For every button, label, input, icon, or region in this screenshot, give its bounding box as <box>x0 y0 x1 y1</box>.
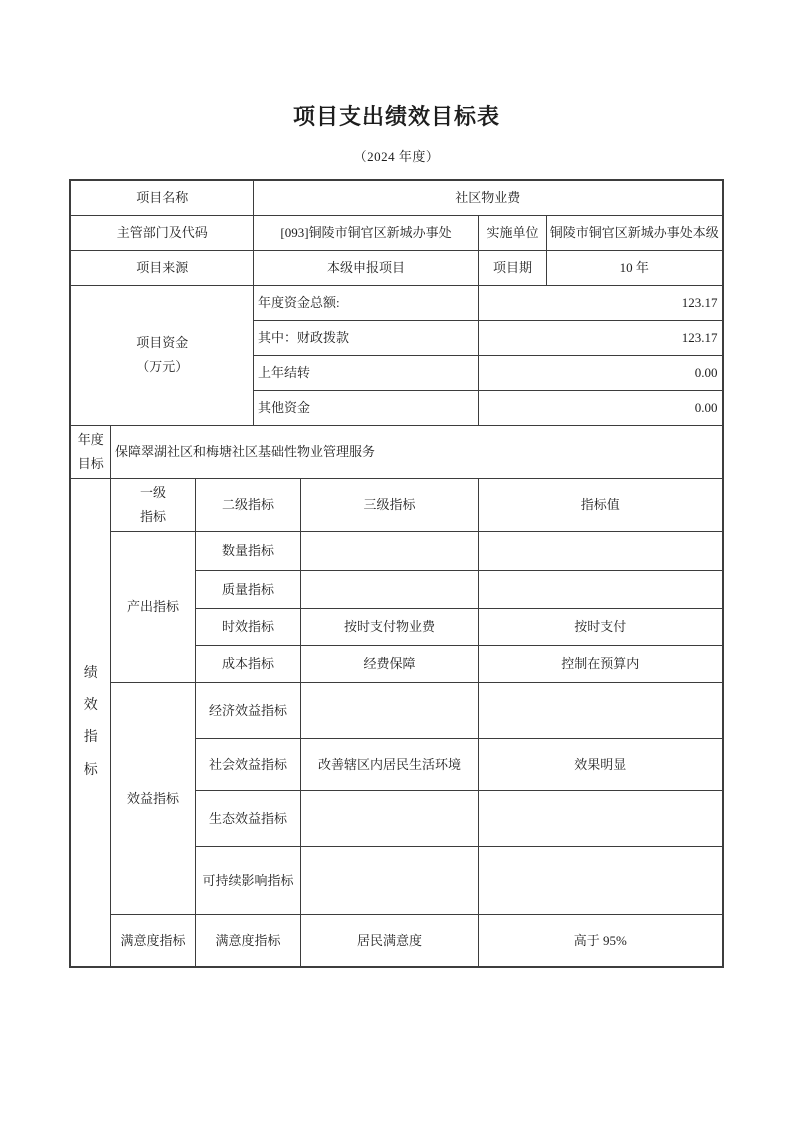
indicator-quantity-l3 <box>301 531 479 570</box>
indicator-ecological-value <box>479 790 723 846</box>
indicator-cost-l3: 经费保障 <box>301 645 479 682</box>
row-annual-goal <box>70 425 722 478</box>
indicator-social-label: 社会效益指标 <box>195 738 300 790</box>
project-source-value: 本级申报项目 <box>254 250 479 285</box>
annual-goal-label-line1: 年度 <box>77 431 104 447</box>
indicator-timeliness-label: 时效指标 <box>195 608 300 645</box>
funds-total-value: 123.17 <box>479 285 723 320</box>
impl-unit-label: 实施单位 <box>479 215 547 250</box>
header-level1-line2: 指标 <box>139 508 166 524</box>
funds-other-label: 其他资金 <box>254 390 479 425</box>
header-value: 指标值 <box>479 478 723 531</box>
project-name-label: 项目名称 <box>70 180 253 216</box>
annual-goal-label-line2: 目标 <box>77 455 104 471</box>
page-title: 项目支出绩效目标表 <box>292 104 500 129</box>
indicator-social-l3: 改善辖区内居民生活环境 <box>301 738 479 790</box>
project-name-value: 社区物业费 <box>254 180 723 216</box>
funds-fiscal-label: 其中：财政拨款 <box>254 320 479 355</box>
page-subtitle: （2024 年度） <box>353 148 440 164</box>
indicator-quality-l3 <box>301 570 479 608</box>
annual-goal-text: 保障翠湖社区和梅塘社区基础性物业管理服务 <box>110 425 722 478</box>
row-output-quantity <box>70 531 722 570</box>
indicator-quality-value <box>479 570 723 608</box>
department-value: [093]铜陵市铜官区新城办事处 <box>254 215 479 250</box>
funds-total-label: 年度资金总额: <box>254 285 479 320</box>
funds-label <box>70 285 253 425</box>
performance-indicators-side-label: 绩效指标 <box>70 478 110 967</box>
performance-target-table <box>69 179 723 968</box>
group-output-label: 产出指标 <box>110 531 195 682</box>
indicator-ecological-l3 <box>301 790 479 846</box>
header-level1-line1: 一级 <box>139 484 166 500</box>
funds-other-value: 0.00 <box>479 390 723 425</box>
project-period-label: 项目期 <box>479 250 547 285</box>
indicator-quality-label: 质量指标 <box>195 570 300 608</box>
row-project-name <box>70 180 722 216</box>
group-benefit-label: 效益指标 <box>110 682 195 914</box>
indicator-timeliness-value: 按时支付 <box>479 608 723 645</box>
funds-carryover-label: 上年结转 <box>254 355 479 390</box>
indicator-sustainability-value <box>479 846 723 914</box>
funds-fiscal-value: 123.17 <box>479 320 723 355</box>
indicator-social-value: 效果明显 <box>479 738 723 790</box>
annual-goal-label <box>70 425 110 478</box>
indicator-quantity-value <box>479 531 723 570</box>
indicator-economic-l3 <box>301 682 479 738</box>
indicator-economic-label: 经济效益指标 <box>195 682 300 738</box>
indicator-satisfaction-label: 满意度指标 <box>195 914 300 967</box>
indicator-sustainability-label: 可持续影响指标 <box>195 846 300 914</box>
header-level2: 二级指标 <box>195 478 300 531</box>
department-label: 主管部门及代码 <box>70 215 253 250</box>
indicator-satisfaction-l3: 居民满意度 <box>301 914 479 967</box>
header-level3: 三级指标 <box>301 478 479 531</box>
row-source <box>70 250 722 285</box>
project-period-value: 10 年 <box>547 250 723 285</box>
indicator-economic-value <box>479 682 723 738</box>
row-benefit-economic <box>70 682 722 738</box>
indicator-sustainability-l3 <box>301 846 479 914</box>
impl-unit-value: 铜陵市铜官区新城办事处本级 <box>547 215 723 250</box>
indicator-satisfaction-value: 高于 95% <box>479 914 723 967</box>
row-department <box>70 215 722 250</box>
indicator-timeliness-l3: 按时支付物业费 <box>301 608 479 645</box>
group-satisfaction-label: 满意度指标 <box>110 914 195 967</box>
header-level1 <box>110 478 195 531</box>
project-source-label: 项目来源 <box>70 250 253 285</box>
funds-carryover-value: 0.00 <box>479 355 723 390</box>
indicator-cost-value: 控制在预算内 <box>479 645 723 682</box>
indicator-ecological-label: 生态效益指标 <box>195 790 300 846</box>
row-satisfaction <box>70 914 722 967</box>
indicator-quantity-label: 数量指标 <box>195 531 300 570</box>
funds-label-line1: 项目资金 <box>136 335 189 351</box>
indicator-cost-label: 成本指标 <box>195 645 300 682</box>
row-funds-total <box>70 285 722 320</box>
row-indicator-header <box>70 478 722 531</box>
funds-label-line2: （万元） <box>136 359 189 375</box>
